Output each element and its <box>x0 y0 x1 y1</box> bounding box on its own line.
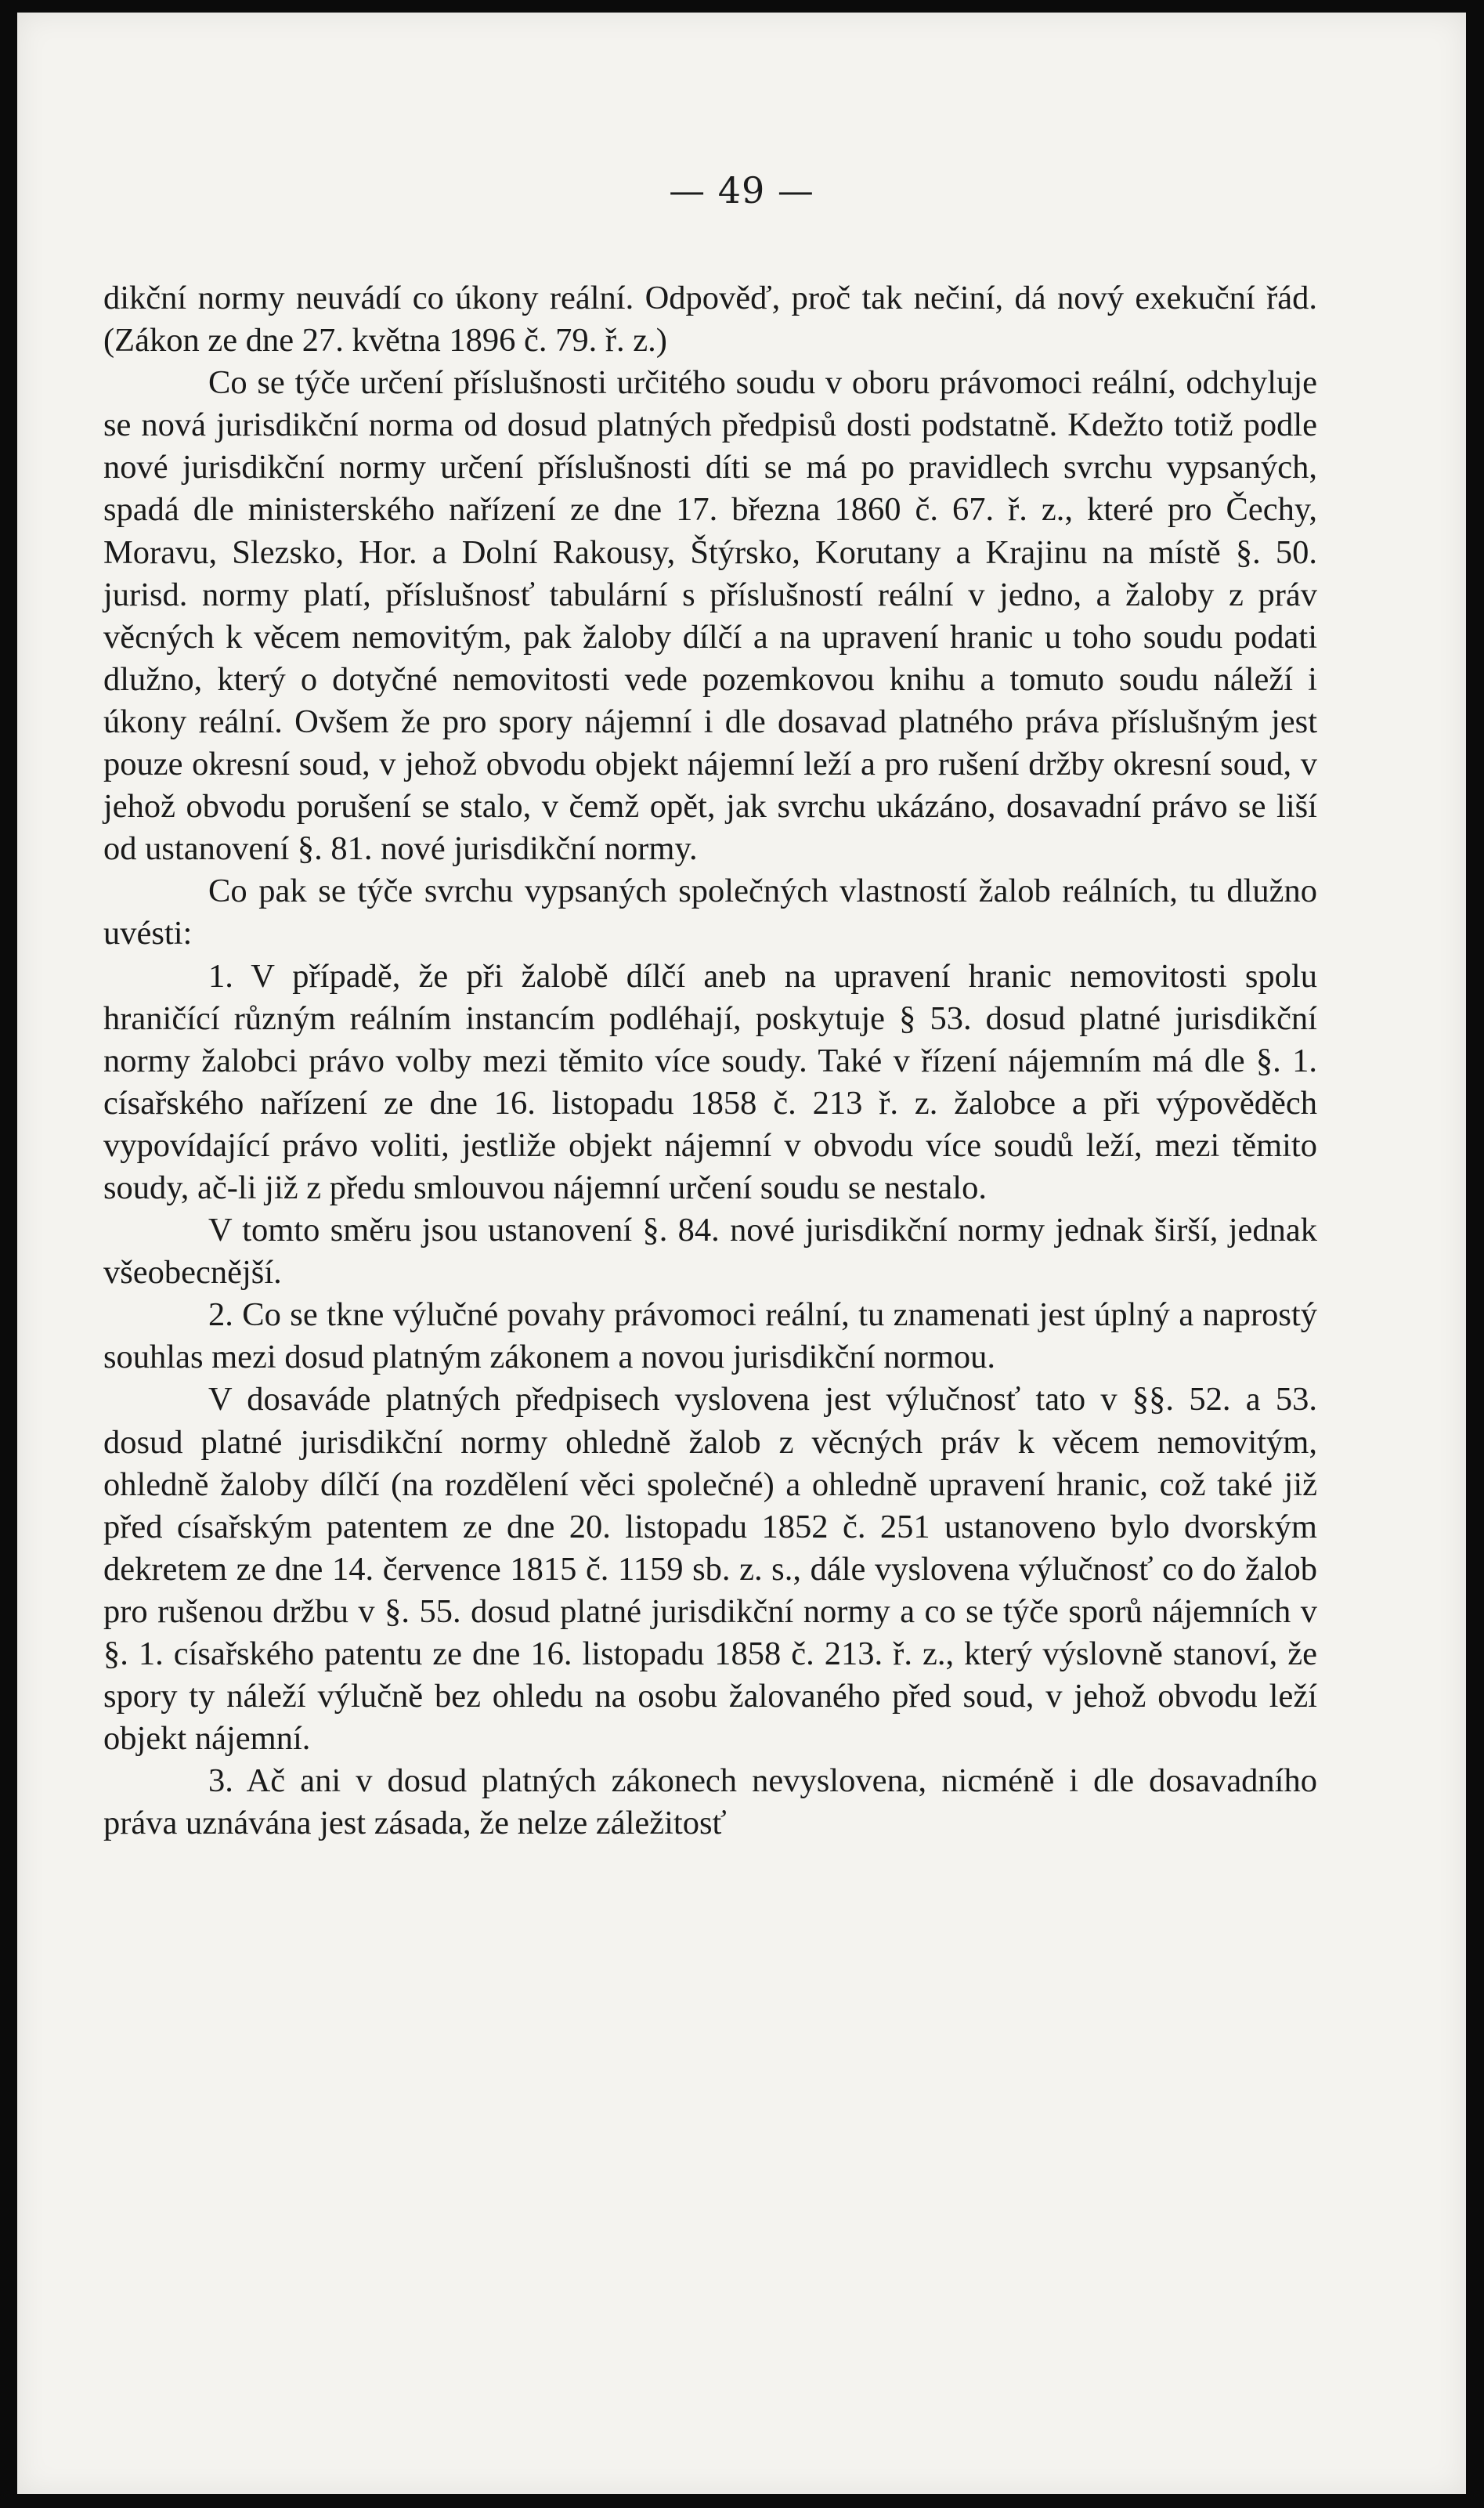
paragraph: dikční normy neuvádí co úkony reální. Odpověď, proč tak nečiní, dá nový exekuční řád. (Zákon ze dne 27. května 1896 č. 79. ř. z.) <box>103 280 1317 360</box>
paragraph: 1. V případě, že při žalobě dílčí aneb na upravení hranic nemovitosti spolu hraničící různým reálním instancím podléhají, poskytuje § 53. dosud platné jurisdikční normy žalobci právo volby mezi těmito více soudy. Také v řízení nájemním má dle §. 1. císařského nařízení ze dne 16. listopadu 1858 č. 213 ř. z. žalobce a při výpověděch vypovídající právo voliti, jestliže objekt nájemní v obvodu více soudů leží, mezi těmito soudy, ač-li již z předu smlouvou nájemní určení soudu se nestalo. <box>103 957 1317 1206</box>
book-page <box>17 13 1466 2494</box>
paragraph: V dosaváde platných předpisech vyslovena jest výlučnosť tato v §§. 52. a 53. dosud platné jurisdikční normy ohledně žalob z věcných práv k věcem nemovitým, ohledně žaloby dílčí (na rozdělení věci společné) a ohledně upravení hranic, což také již před císařským patentem ze dne 20. listopadu 1852 č. 251 ustanoveno bylo dvorským dekretem ze dne 14. července 1815 č. 1159 sb. z. s., dále vyslovena výlučnosť co do žalob pro rušenou držbu v §. 55. dosud platné jurisdikční normy a co se týče sporů nájemních v §. 1. císařského patentu ze dne 16. listopadu 1858 č. 213. ř. z., který výslovně stanoví, že spory ty náleží výlučně bez ohledu na osobu žalovaného před soud, v jehož obvodu leží objekt nájemní. <box>103 1381 1317 1758</box>
page-number: — 49 — <box>669 169 814 211</box>
paragraph: 2. Co se tkne výlučné povahy právomoci reální, tu znamenati jest úplný a naprostý souhlas mezi dosud platným zákonem a novou jurisdikční normou. <box>103 1296 1317 1376</box>
paragraph: V tomto směru jsou ustanovení §. 84. nové jurisdikční normy jednak širší, jednak všeobecnější. <box>103 1212 1317 1292</box>
body-text <box>103 277 1317 1845</box>
paragraph: Co se týče určení příslušnosti určitého soudu v oboru právomoci reální, odchyluje se nová jurisdikční norma od dosud platných předpisů dosti podstatně. Kdežto totiž podle nové jurisdikční normy určení příslušnosti díti se má po pravidlech svrchu vypsaných, spadá dle ministerského nařízení ze dne 17. března 1860 č. 67. ř. z., které pro Čechy, Moravu, Slezsko, Hor. a Dolní Rakousy, Štýrsko, Korutany a Krajinu na místě §. 50. jurisd. normy platí, příslušnosť tabulární s příslušností reální v jedno, a žaloby z práv věcných k věcem nemovitým, pak žaloby dílčí a na upravení hranic u toho soudu podati dlužno, který o dotyčné nemovitosti vede pozemkovou knihu a tomuto soudu náleží i úkony reální. Ovšem že pro spory nájemní i dle dosavad platného práva příslušným jest pouze okresní soud, v jehož obvodu objekt nájemní leží a pro rušení držby okresní soud, v jehož obvodu porušení se stalo, v čemž opět, jak svrchu ukázáno, dosavadní právo se liší od ustanovení §. 81. nové jurisdikční normy. <box>103 364 1317 868</box>
paragraph: Co pak se týče svrchu vypsaných společných vlastností žalob reálních, tu dlužno uvésti: <box>103 873 1317 952</box>
paragraph: 3. Ač ani v dosud platných zákonech nevyslovena, nicméně i dle dosavadního práva uznávána jest zásada, že nelze záležitosť <box>103 1762 1317 1842</box>
